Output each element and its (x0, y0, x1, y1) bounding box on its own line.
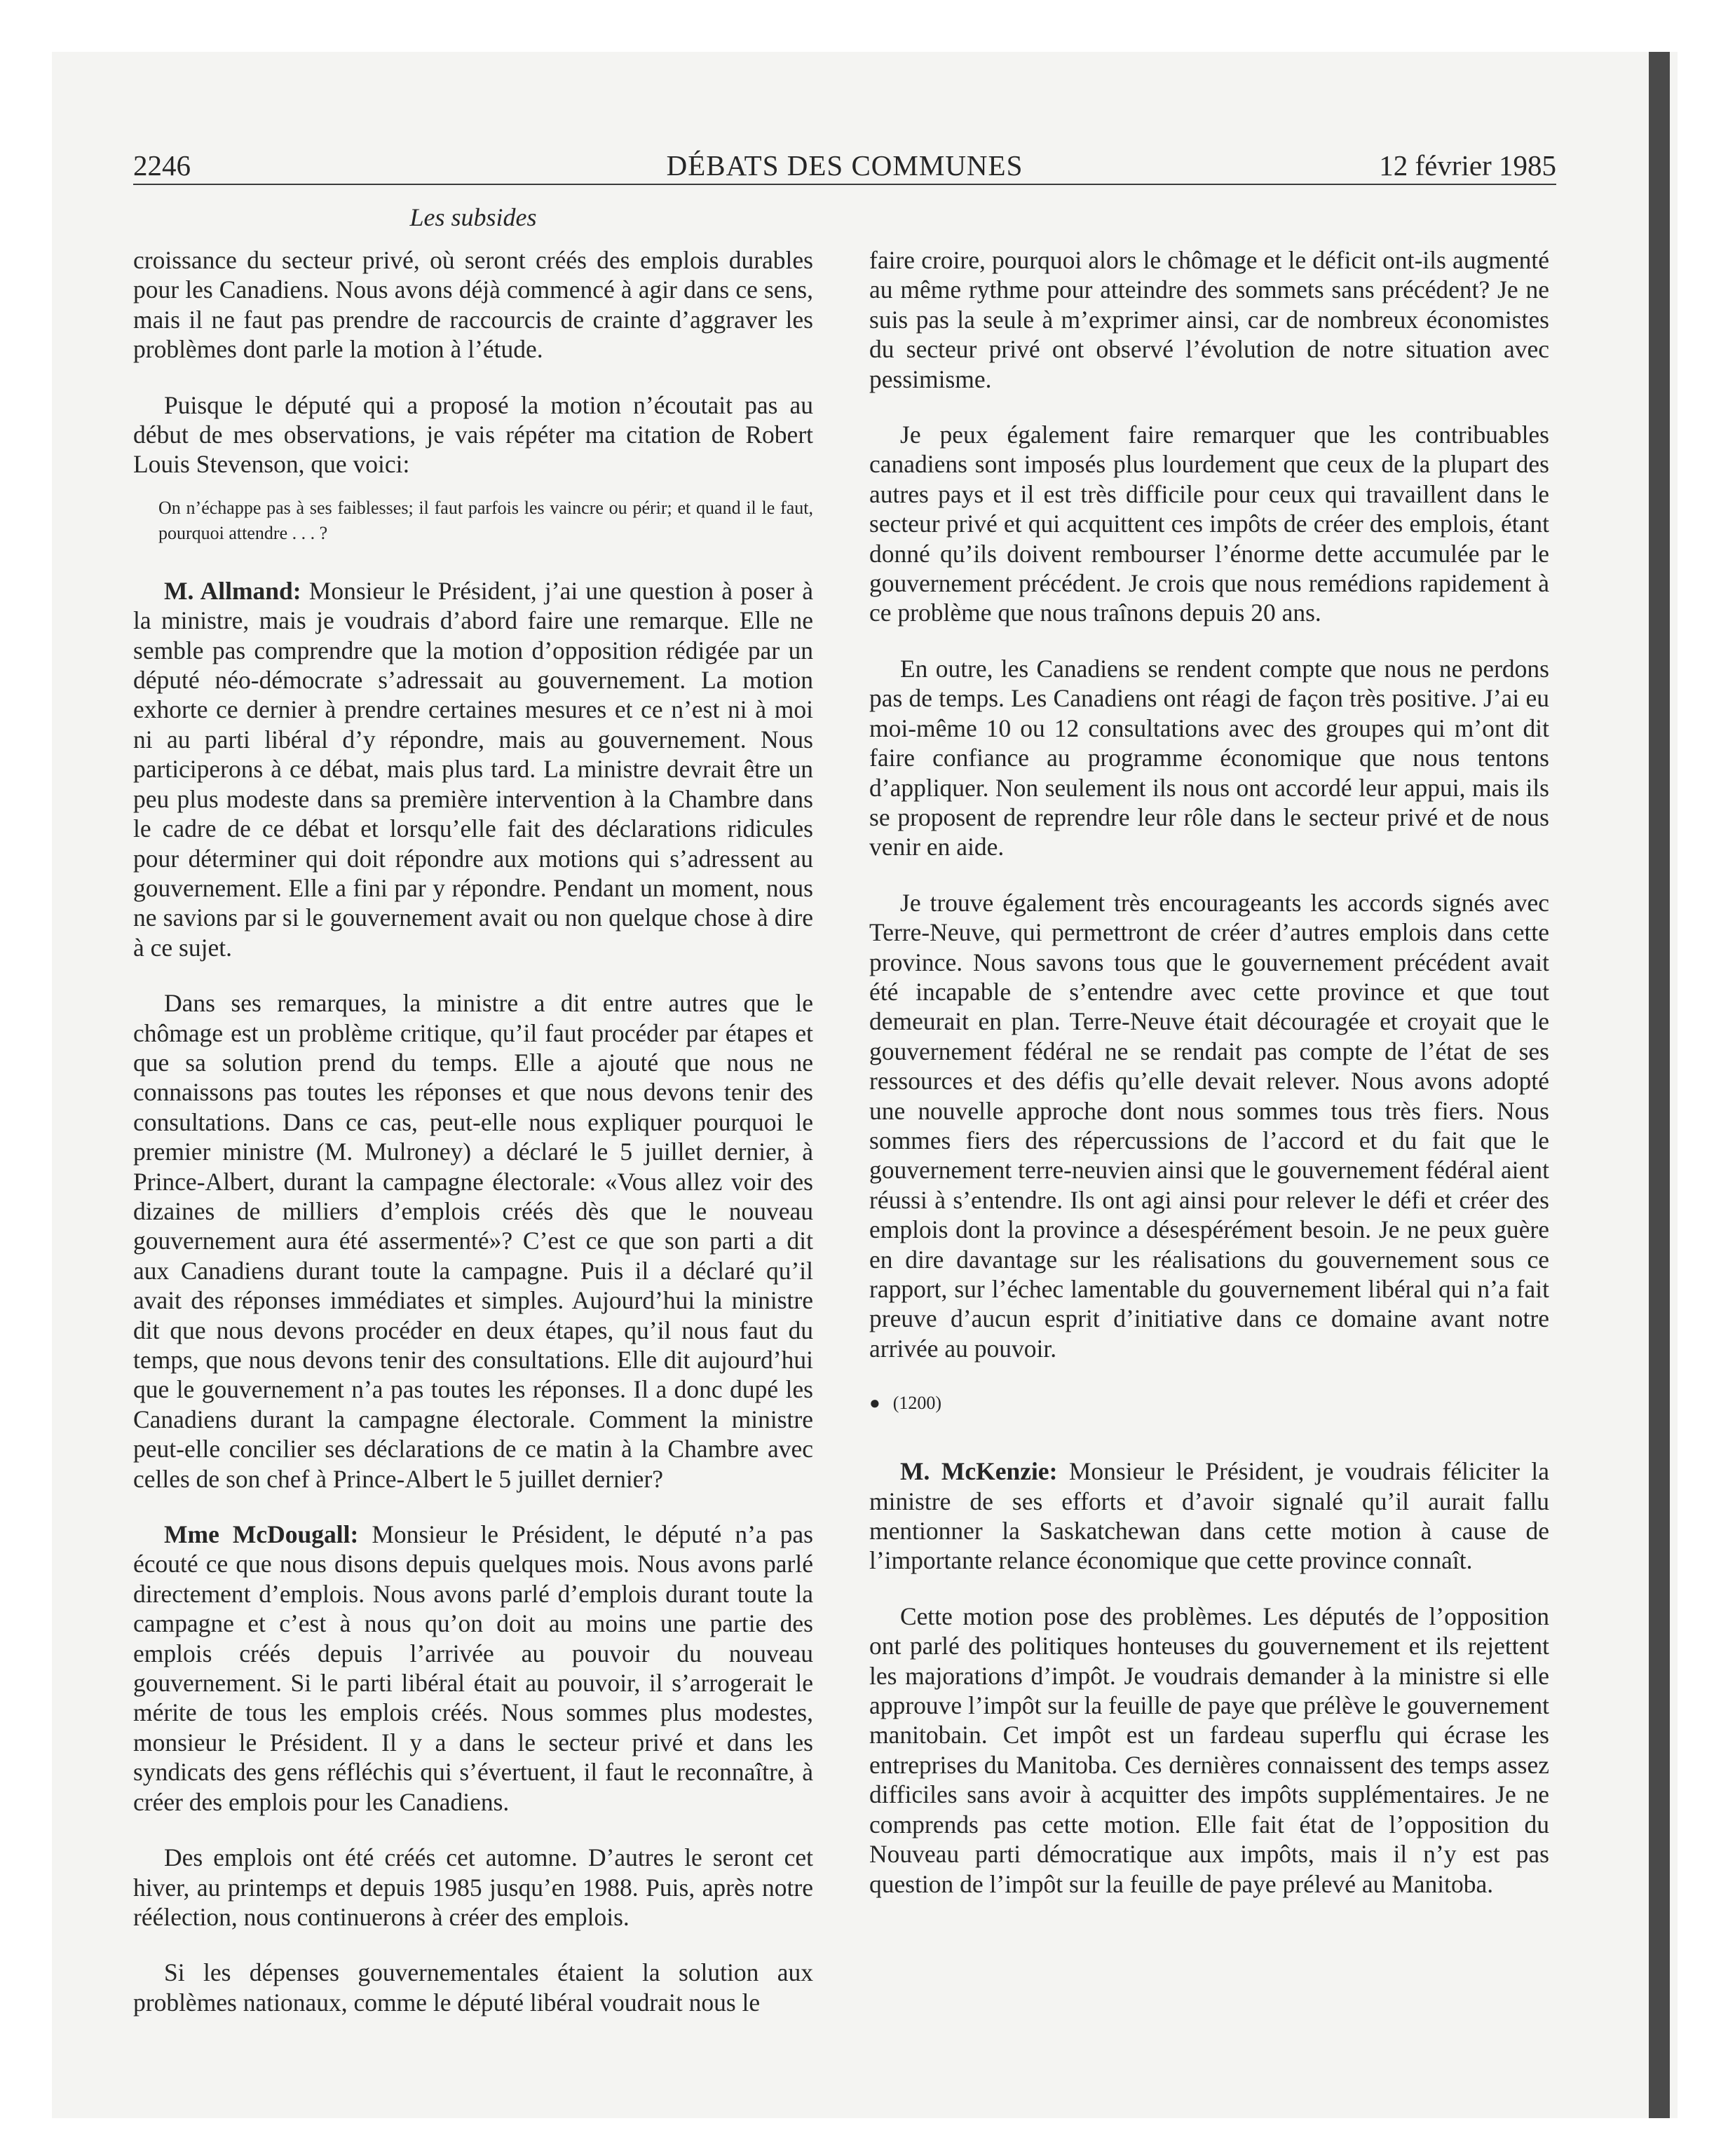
left-column (133, 245, 813, 2043)
speech-text: Monsieur le Président, j’ai une question à poser à la ministre, mais je voudrais d’abord faire une remarque. Elle ne semble pas comprendre que la motion d’opposition rédigée par un député néo-démocrate s’adressait au gouvernement. La motion exhorte ce dernier à prendre certaines mesures et ce n’est ni à moi ni au parti libéral d’y répondre, mais au gouvernement. Nous participerons à ce débat, mais plus tard. La ministre devrait être un peu plus modeste dans sa première intervention à la Chambre dans le cadre de ce débat et lorsqu’elle fait des déclarations ridicules pour déterminer qui doit répondre aux motions qui s’adressent au gouvernement. Elle a fini par y répondre. Pendant un moment, nous ne savions par si le gouvernement avait ou non quelque chose à dire à ce sujet. (133, 576, 814, 962)
paragraph: En outre, les Canadiens se rendent compte que nous ne perdons pas de temps. Les Canadiens ont réagi de façon très positive. J’ai eu moi-même 10 ou 12 consultations avec des groupes qui m’ont dit faire confiance au programme économique que nous tentons d’appliquer. Non seulement ils nous ont accordé leur appui, mais ils se proposent de reprendre leur rôle dans le secteur privé et de nous venir en aide. (869, 654, 1549, 861)
bullet-icon: ● (869, 1393, 880, 1414)
speaker-name: M. Allmand: (164, 576, 301, 605)
section-title: Les subsides (409, 203, 537, 231)
speech-mcdougall (133, 1520, 813, 1817)
right-column (869, 245, 1549, 1925)
time-marker-label: (1200) (892, 1393, 942, 1414)
paragraph: Des emplois ont été créés cet automne. D’autres le seront cet hiver, au printemps et depuis 1985 jusqu’en 1988. Puis, après notre réélection, nous continuerons à créer des emplois. (133, 1843, 813, 1931)
header-rule (133, 184, 1556, 185)
page-number: 2246 (133, 149, 191, 182)
paragraph: Cette motion pose des problèmes. Les députés de l’opposition ont parlé des politiques honteuses du gouvernement et ils rejettent les majorations d’impôt. Je voudrais demander à la ministre si elle approuve l’impôt sur la feuille de paye que prélève le gouvernement manitobain. Cet impôt est un fardeau superflu qui écrase les entreprises du Manitoba. Ces dernières connaissent des temps assez difficiles sans avoir à acquitter des impôts supplémentaires. Je ne comprends pas cette motion. Elle fait état de l’opposition du Nouveau parti démocratique aux impôts, mais il n’y est pas question de l’impôt sur la feuille de paye prélevé au Manitoba. (869, 1602, 1549, 1898)
speech-allmand (133, 576, 813, 962)
scan-edge-bar (1649, 52, 1670, 2118)
page-header (133, 149, 1556, 182)
speech-text: Monsieur le Président, je voudrais féliciter la ministre de ses efforts et d’avoir signalé qu’il aurait fallu mentionner la Saskatchewan dans cette motion à cause de l’importante relance économique que cette province connaît. (869, 1457, 1549, 1575)
block-quote: On n’échappe pas à ses faiblesses; il faut parfois les vaincre ou périr; et quand il le faut, pourquoi attendre . . . ? (158, 497, 813, 543)
publication-title: DÉBATS DES COMMUNES (666, 149, 1023, 182)
paragraph: croissance du secteur privé, où seront créés des emplois durables pour les Canadiens. Nous avons déjà commencé à agir dans ce sens, mais il ne faut pas prendre de raccourcis de crainte d’aggraver les problèmes dont parle la motion à l’étude. (133, 246, 813, 364)
speaker-name: M. McKenzie: (900, 1457, 1058, 1486)
publication-date: 12 février 1985 (1379, 149, 1556, 182)
paragraph: Je peux également faire remarquer que les contribuables canadiens sont imposés plus lourdement que ceux de la plupart des autres pays et il est très difficile pour ceux qui travaillent dans le secteur privé et qui acquittent ces impôts de créer des emplois, étant donné qu’ils doivent rembourser l’énorme dette accumulée par le gouvernement précédent. Je crois que nous remédions rapidement à ce problème que nous traînons depuis 20 ans. (869, 421, 1549, 627)
time-marker (869, 1389, 1549, 1417)
paragraph: Je trouve également très encourageants les accords signés avec Terre-Neuve, qui permettront de créer d’autres emplois dans cette province. Nous savons tous que le gouvernement précédent avait été incapable de s’entendre avec cette province et que tout demeurait en plan. Terre-Neuve était découragée et croyait que le gouvernement fédéral ne se rendait pas compte de l’état de ses ressources et des défis qu’elle devait relever. Nous avons adopté une nouvelle approche dont nous sommes tous très fiers. Nous sommes fiers des répercussions de l’accord et du fait que le gouvernement terre-neuvien ainsi que le gouvernement fédéral aient réussi à s’entendre. Ils ont agi ainsi pour relever le défi et créer des emplois dont la province a désespérément besoin. Je ne peux guère en dire davantage sur les réalisations du gouvernement sous ce rapport, sur l’échec lamentable du gouvernement libéral qui n’a fait preuve d’aucun esprit d’initiative dans ce domaine avant notre arrivée au pouvoir. (869, 888, 1549, 1363)
paragraph: Puisque le député qui a proposé la motion n’écoutait pas au début de mes observations, je vais répéter ma citation de Robert Louis Stevenson, que voici: (133, 390, 813, 479)
speech-text: Monsieur le Président, le député n’a pas écouté ce que nous disons depuis quelques mois. Nous avons parlé directement d’emplois. Nous avons parlé d’emplois durant toute la campagne et c’est à nous qu’on doit au moins une partie des emplois créés depuis l’arrivée au pouvoir du nouveau gouvernement. Si le parti libéral était au pouvoir, il s’arrogerait le mérite de tous les emplois créés. Nous sommes plus modestes, monsieur le Président. Il y a dans le secteur privé et dans les syndicats des gens réfléchis qui s’évertuent, il faut le reconnaître, à créer des emplois pour les Canadiens. (133, 1520, 813, 1816)
speaker-name: Mme McDougall: (164, 1520, 359, 1549)
paragraph: Dans ses remarques, la ministre a dit entre autres que le chômage est un problème critique, qu’il faut procéder par étapes et que sa solution prend du temps. Elle a ajouté que nous ne connaissons pas toutes les réponses et que nous devons tenir des consultations. Dans ce cas, peut-elle nous expliquer pourquoi le premier ministre (M. Mulroney) a déclaré le 5 juillet dernier, à Prince-Albert, durant la campagne électorale: «Vous allez voir des dizaines de milliers d’emplois créés dès que le nouveau gouvernement aura été assermenté»? C’est ce que son parti a dit aux Canadiens durant toute la campagne. Puis il a déclaré qu’il avait des réponses immédiates et simples. Aujourd’hui la ministre dit que nous devons procéder en deux étapes, qu’il nous faut du temps, que nous devons tenir des consultations. Elle dit aujourd’hui que le gouvernement n’a pas toutes les réponses. Il a donc dupé les Canadiens durant la campagne électorale. Comment la ministre peut-elle concilier ses déclarations de ce matin à la Chambre avec celles de son chef à Prince-Albert le 5 juillet dernier? (133, 989, 813, 1493)
paragraph: faire croire, pourquoi alors le chômage et le déficit ont-ils augmenté au même rythme pour atteindre des sommets sans précédent? Je ne suis pas la seule à m’exprimer ainsi, car de nombreux économistes du secteur privé ont observé l’évolution de notre situation avec pessimisme. (869, 246, 1549, 393)
paragraph: Si les dépenses gouvernementales étaient la solution aux problèmes nationaux, comme le député libéral voudrait nous le (133, 1958, 813, 2017)
speech-mckenzie (869, 1456, 1549, 1576)
